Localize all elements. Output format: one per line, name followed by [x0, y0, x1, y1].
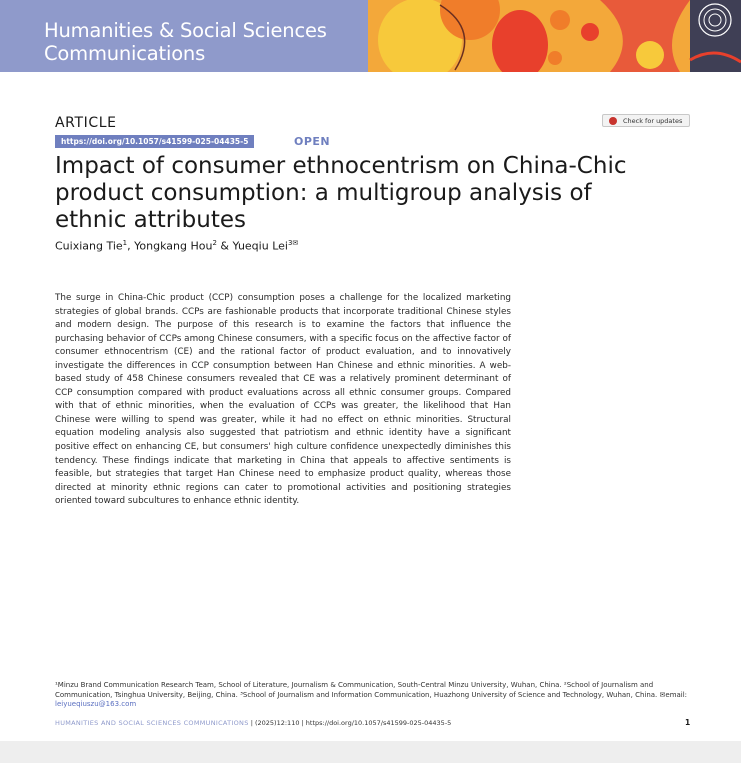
author-name[interactable]: Cuixiang Tie	[55, 239, 123, 253]
affiliation-text: ¹Minzu Brand Communication Research Team, School of Literature, Journalism & Communication, South-Central Minzu University, Wuhan, China. ²School of Journalism and Communication, Tsinghua University, Beijing, China. ³School of Journalism and Information Communication, Huazhong University of Science and Technology, Wuhan, China.	[55, 681, 660, 699]
viewer-bottom-band	[0, 741, 741, 763]
check-for-updates-button[interactable]	[602, 114, 690, 127]
footer-citation: | (2025)12:110 | https://doi.org/10.1057/s41599-025-04435-5	[248, 719, 452, 727]
email-link[interactable]: leiyueqiuszu@163.com	[55, 700, 137, 708]
email-label: ✉email:	[659, 690, 688, 699]
author-name[interactable]: Yueqiu Lei	[232, 239, 288, 253]
doi-link[interactable]: https://doi.org/10.1057/s41599-025-04435-5	[55, 135, 254, 148]
author-affiliation-sup: 3✉	[287, 239, 299, 247]
page-number: 1	[685, 718, 691, 727]
journal-banner	[0, 0, 741, 72]
page-footer	[55, 719, 451, 727]
article-title-line2: product consumption: a multigroup analysis of	[55, 180, 592, 206]
author-name[interactable]: Yongkang Hou	[134, 239, 213, 253]
author-separator: &	[216, 239, 233, 253]
open-access-label: OPEN	[294, 135, 331, 148]
article-type-label: ARTICLE	[55, 115, 117, 131]
author-list	[55, 239, 298, 253]
article-title-line1: Impact of consumer ethnocentrism on China-Chic	[55, 153, 627, 179]
article-title	[55, 153, 705, 234]
footer-journal-name: HUMANITIES AND SOCIAL SCIENCES COMMUNICATIONS	[55, 719, 249, 727]
abstract-text: The surge in China-Chic product (CCP) consumption poses a challenge for the localized marketing strategies of global brands. CCPs are fashionable products that incorporate traditional Chinese styles and modern design. The purpose of this research is to examine the factors that influence the purchasing behavior of CCPs among Chinese consumers, with a specific focus on the affective factor of consumer ethnocentrism (CE) and the rational factor of product evaluation, and to innovatively investigate the differences in CCP consumption between Han Chinese and ethnic minorities. A web-based study of 458 Chinese consumers revealed that CE was a relatively prominent determinant of CCP consumption compared with product evaluations across all ethnic consumer groups. Compared with that of ethnic minorities, when the evaluation of CCPs was greater, the likelihood that Han Chinese were willing to spend was greater, while it had no effect on ethnic minorities. Structural equation modeling analysis also suggested that patriotism and ethnic identity have a significant positive effect on enhancing CE, but consumers' high culture confidence unexpectedly diminishes this tendency. These findings indicate that marketing in China that appeals to affective sentiments is feasible, but strategies that target Han Chinese need to emphasize product quality, whereas those directed at minority ethnic regions can cater to promotional activities and positioning strategies oriented toward subcultures to enhance ethnic identity.	[55, 293, 511, 507]
check-for-updates-label: Check for updates	[623, 117, 683, 125]
journal-name-line1: Humanities & Social Sciences	[44, 19, 327, 42]
journal-name-line2: Communications	[44, 42, 206, 65]
journal-name	[44, 19, 327, 65]
affiliations	[55, 681, 695, 710]
author-affiliation-sup: 1	[122, 239, 128, 247]
article-title-line3: ethnic attributes	[55, 207, 246, 233]
crossmark-icon	[609, 117, 617, 125]
author-affiliation-sup: 2	[212, 239, 217, 247]
author-separator: ,	[127, 239, 135, 253]
